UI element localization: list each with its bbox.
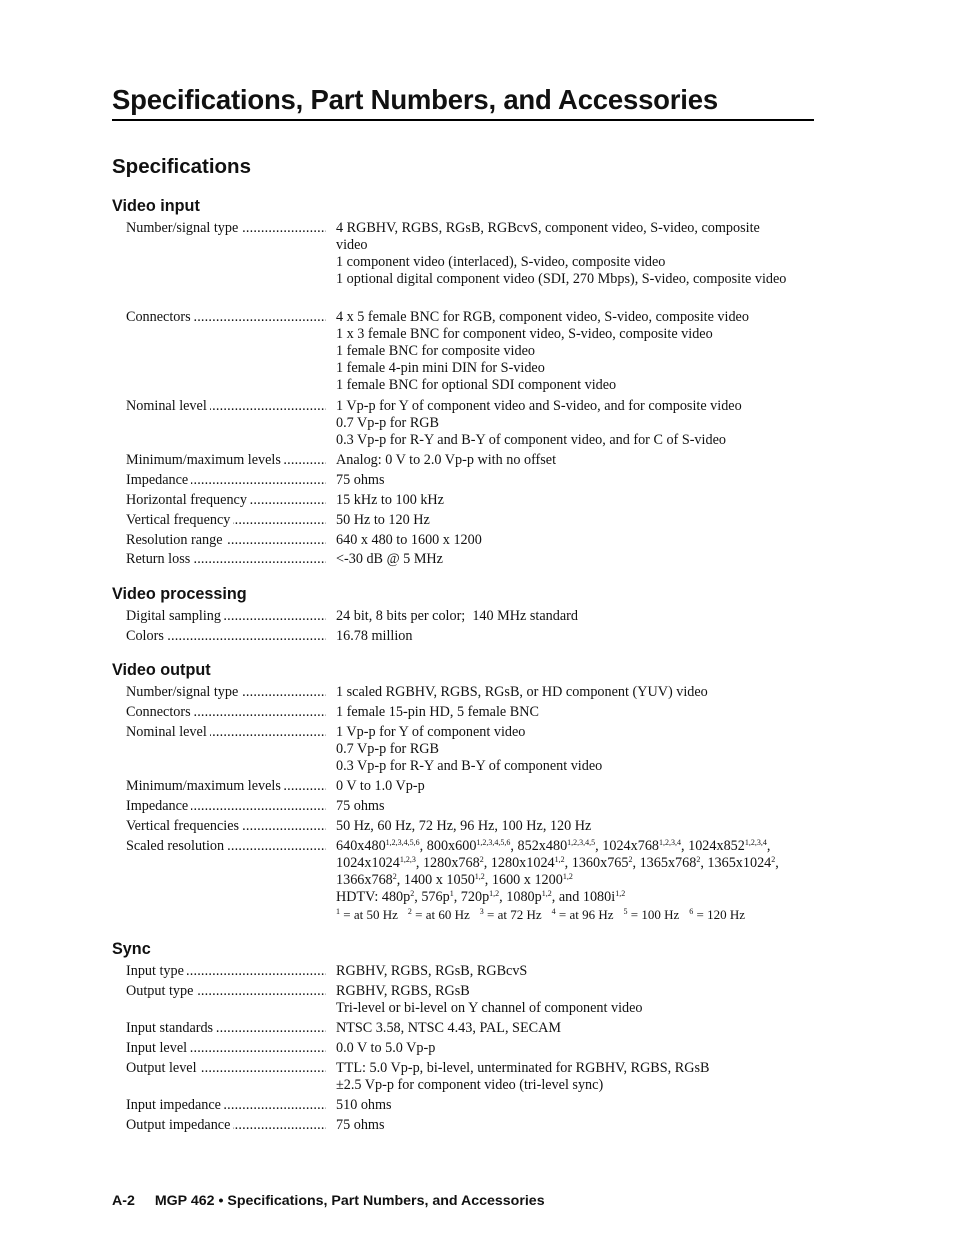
spec-value: <-30 dB @ 5 MHz [336, 551, 443, 567]
spec-value: NTSC 3.58, NTSC 4.43, PAL, SECAM [336, 1020, 561, 1036]
footer-text: MGP 462 • Specifications, Part Numbers, and Accessories [154, 1193, 545, 1209]
spec-label: Horizontal frequency ..... [126, 492, 326, 509]
page-footer [112, 1191, 545, 1211]
spec-value: 16.78 million [336, 628, 413, 644]
spec-label: Output level ..... [126, 1060, 326, 1077]
resolution-item: $480p^2$ [381, 889, 415, 905]
spec-label: Minimum/maximum levels ..... [126, 778, 326, 795]
resolution-item: 1024x1024$^{1,2,3}$ [336, 855, 416, 871]
resolution-item: 640x480$^{1,2,3,4,5,6}$ [336, 838, 420, 854]
spec-label: Output impedance ..... [126, 1117, 326, 1134]
page-number: A-2 [112, 1193, 135, 1209]
spec-label: Number/signal type ..... [126, 220, 326, 237]
spec-label: Scaled resolution ..... [126, 838, 326, 855]
spec-label: Digital sampling ..... [126, 608, 326, 625]
resolution-item: $1365x768^2$ [639, 855, 701, 871]
spec-value: 1 Vp-p for Y of component video 0.7 Vp-p for RGB 0.3 Vp-p for R-Y and B-Y of component video [336, 724, 603, 774]
resolution-item: $1080i^{1,2}$ [582, 889, 626, 905]
spec-value: 1 Vp-p for Y of component video and S-video, and for composite video 0.7 Vp-p for RGB 0.3 Vp-p for R-Y and B-Y of component video, and for C of S-video [336, 398, 742, 448]
spec-label: Minimum/maximum levels ..... [126, 452, 326, 469]
spec-value: TTL: 5.0 Vp-p, bi-level, unterminated for RGBHV, RGBS, RGsB ±2.5 Vp-p for component video (tri-level sync) [336, 1060, 710, 1093]
resolution-item: 800x600$^{1,2,3,4,5,6}$ [426, 838, 511, 854]
spec-value: RGBHV, RGBS, RGsB, RGBcvS [336, 963, 528, 979]
footnote-item: $^1$ = at 50 Hz [336, 907, 398, 922]
spec-value: 50 Hz, 60 Hz, 72 Hz, 96 Hz, 100 Hz, 120 Hz [336, 818, 592, 834]
chapter-title: Specifications, Part Numbers, and Accessories [112, 82, 814, 121]
footnote-item: $^6$ = 120 Hz [689, 907, 745, 922]
spec-value: Analog: 0 V to 2.0 Vp-p with no offset [336, 452, 557, 468]
spec-value: 75 ohms [336, 1117, 385, 1133]
spec-label: Number/signal type ..... [126, 684, 326, 701]
spec-value: 4 x 5 female BNC for RGB, component video, S-video, composite video 1 x 3 female BNC for component video, S-video, composite video 1 female BNC for composite video 1 female 4-pin mini DIN for S-video 1 female BNC for optional SDI component video [336, 309, 749, 393]
spec-value: 1 female 15-pin HD, 5 female BNC [336, 704, 539, 720]
spec-label: Vertical frequencies ..... [126, 818, 326, 835]
spec-label: Nominal level ..... [126, 724, 326, 741]
resolution-item: $1080p^{1,2}$ [506, 889, 552, 905]
group-title: Video input [112, 197, 200, 215]
resolution-item: 1400 x 1050$^{1,2}$ [403, 872, 485, 888]
spec-label: Input level ..... [126, 1040, 326, 1057]
spec-value: 75 ohms [336, 472, 385, 488]
hdtv-resolution-line: HDTV: $480p^2$, $576p^1$, $720p^{1,2}$, $1080p^{1,2}$, and $1080i^{1,2}$ [336, 889, 626, 905]
resolution-item: 1024x852$^{1,2,3,4}$ [688, 838, 767, 854]
spec-label: Impedance ..... [126, 798, 326, 815]
resolution-item: $1360x765^2$ [571, 855, 633, 871]
spec-value: 0 V to 1.0 Vp-p [336, 778, 425, 794]
spec-value: RGBHV, RGBS, RGsB Tri-level or bi-level on Y channel of component video [336, 983, 643, 1016]
group-title: Sync [112, 940, 151, 958]
spec-label: Connectors ..... [126, 309, 326, 326]
footnote-item: $^5$ = 100 Hz [623, 907, 680, 922]
resolution-item: 1600 x 1200$^{1,2}$ [491, 872, 573, 888]
group-title: Video output [112, 661, 211, 679]
spec-label: Output type ..... [126, 983, 326, 1000]
spec-value: 75 ohms [336, 798, 385, 814]
spec-value: 1 scaled RGBHV, RGBS, RGsB, or HD component (YUV) video [336, 684, 708, 700]
spec-label: Impedance ..... [126, 472, 326, 489]
footnote-item: $^4$ = at 96 Hz [551, 907, 614, 922]
resolution-list-line: $1366x768^2$, 1400 x 1050$^{1,2}$, 1600 x 1200$^{1,2}$ [336, 872, 573, 888]
resolution-list-line: 1024x1024$^{1,2,3}$, $1280x768^2$, 1280x1024$^{1,2}$, $1360x765^2$, $1365x768^2$, 1365x1024$^2$, [336, 855, 779, 871]
resolution-item: 1365x1024$^2$ [707, 855, 776, 871]
spec-value: 4 RGBHV, RGBS, RGsB, RGBcvS, component video, S-video, composite video 1 component video (interlaced), S-video, composite video 1 optional digital component video (SDI, 270 Mbps), S-video, composite video [336, 220, 787, 287]
spec-value [336, 838, 816, 923]
resolution-item: 1280x1024$^{1,2}$ [490, 855, 565, 871]
resolution-item: $576p^1$ [421, 889, 454, 905]
spec-label: Input standards ..... [126, 1020, 326, 1037]
resolution-item: 852x480$^{1,2,3,4,5}$ [517, 838, 596, 854]
footnote-item: $^3$ = at 72 Hz [479, 907, 542, 922]
spec-value: 15 kHz to 100 kHz [336, 492, 444, 508]
resolution-item: 1024x768$^{1,2,3,4}$ [602, 838, 681, 854]
spec-label: Input type ..... [126, 963, 326, 980]
footnote-legend [336, 906, 816, 923]
resolution-item: $720p^{1,2}$ [460, 889, 500, 905]
spec-value: 640 x 480 to 1600 x 1200 [336, 532, 482, 548]
spec-value: 50 Hz to 120 Hz [336, 512, 430, 528]
spec-value: 510 ohms [336, 1097, 392, 1113]
footnote-item: $^2$ = at 60 Hz [407, 907, 470, 922]
resolution-item: $1366x768^2$ [336, 872, 397, 888]
spec-value: 24 bit, 8 bits per color; 140 MHz standard [336, 608, 578, 624]
resolution-list-line: 640x480$^{1,2,3,4,5,6}$, 800x600$^{1,2,3,4,5,6}$, 852x480$^{1,2,3,4,5}$, 1024x768$^{1,2,3,4}$, 1024x852$^{1,2,3,4}$, [336, 838, 771, 854]
spec-label: Return loss ..... [126, 551, 326, 568]
section-title: Specifications [112, 155, 251, 178]
spec-label: Nominal level ..... [126, 398, 326, 415]
spec-label: Vertical frequency ..... [126, 512, 326, 529]
group-title: Video processing [112, 585, 247, 603]
spec-label: Resolution range ..... [126, 532, 326, 549]
spec-label: Colors ..... [126, 628, 326, 645]
spec-value: 0.0 V to 5.0 Vp-p [336, 1040, 436, 1056]
spec-label: Input impedance ..... [126, 1097, 326, 1114]
resolution-item: $1280x768^2$ [422, 855, 484, 871]
spec-label: Connectors ..... [126, 704, 326, 721]
